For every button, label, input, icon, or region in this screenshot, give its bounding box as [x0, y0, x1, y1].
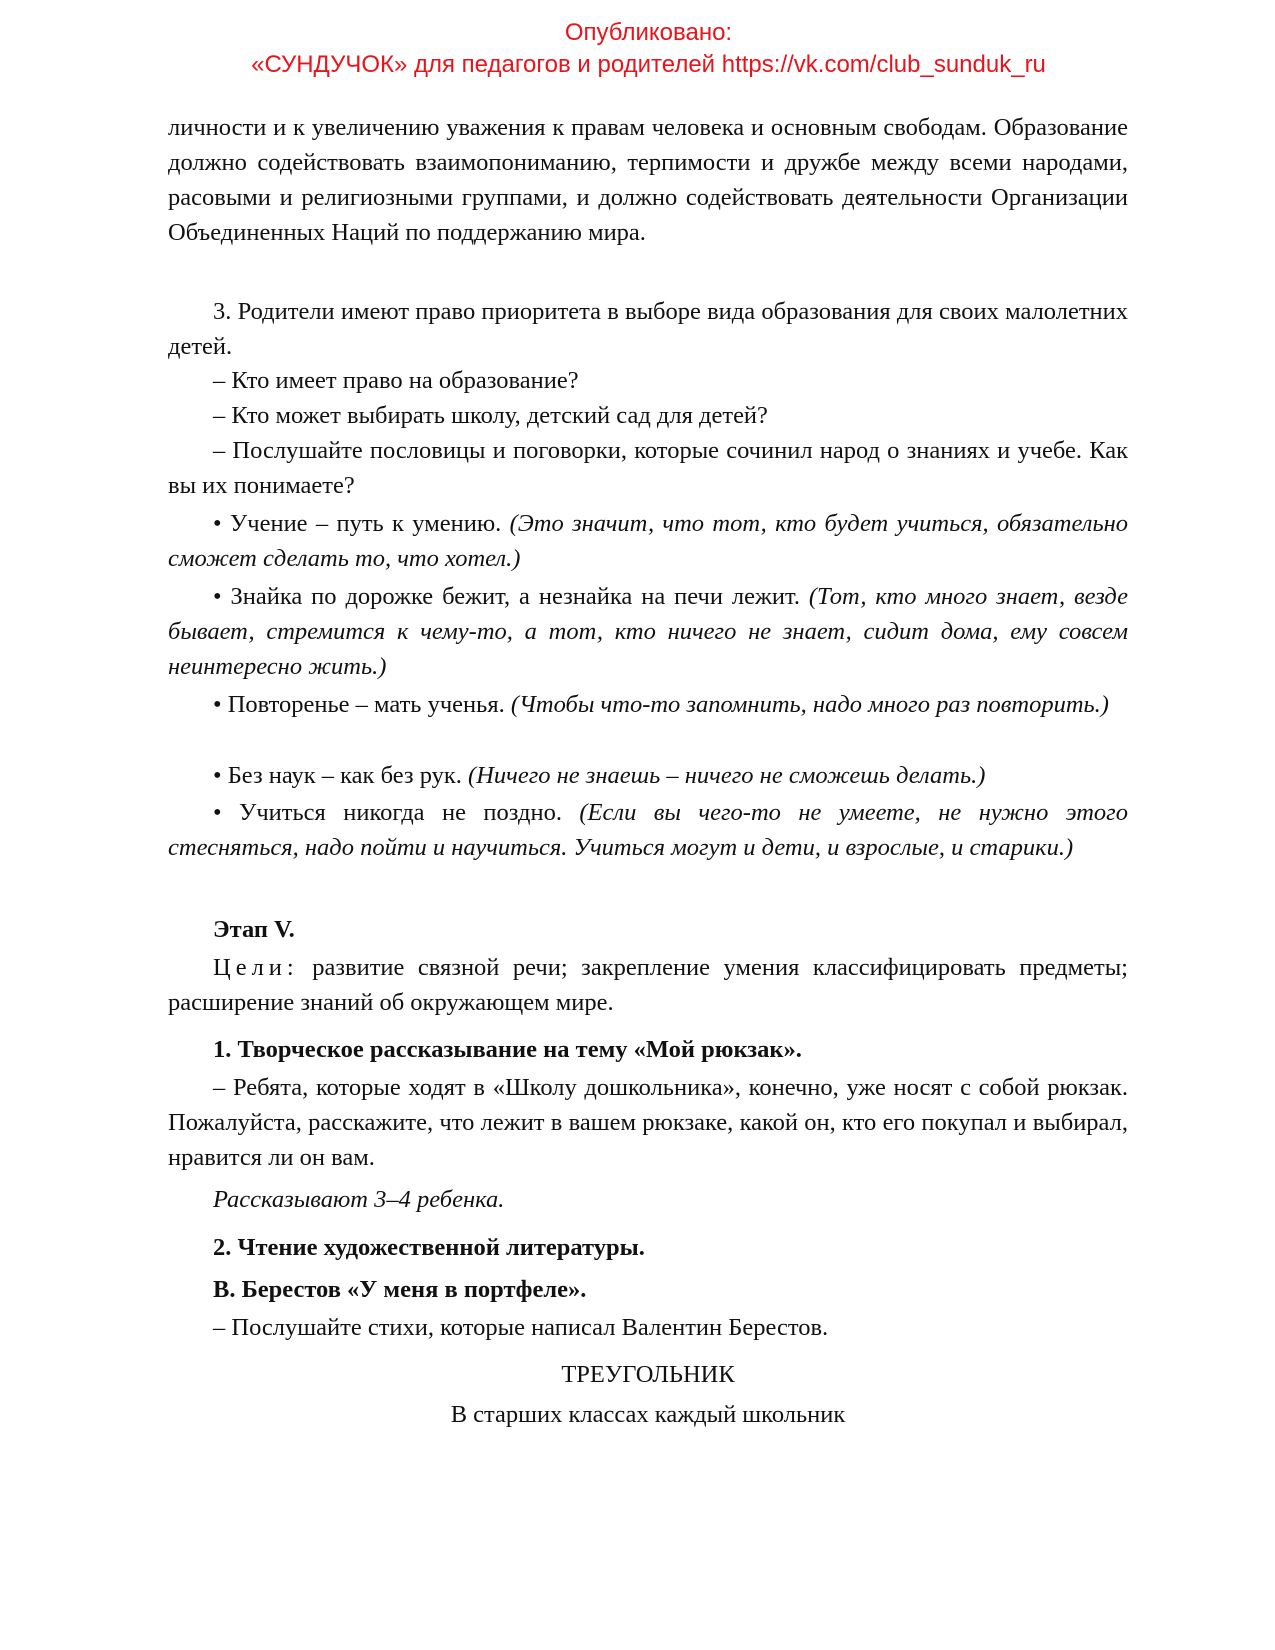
- section-heading: [168, 1032, 1128, 1067]
- paragraph: 3. Родители имеют право приоритета в выборе вида образования для своих малолетних детей.: [168, 298, 1128, 360]
- proverb-item: [168, 579, 1128, 684]
- section-heading-text: 2. Чтение художественной литературы.: [213, 1234, 645, 1261]
- goals-text: развитие связной речи; закрепление умения классифицировать предметы; расширение знаний об окружающем мире.: [168, 954, 1128, 1016]
- section-heading: [168, 1272, 1128, 1307]
- proverb-text: • Учиться никогда не поздно.: [213, 799, 580, 826]
- goals-label: Цели:: [213, 954, 299, 981]
- question: – Кто может выбирать школу, детский сад для детей?: [213, 402, 768, 429]
- proverb-text: • Знайка по дорожке бежит, а незнайка на печи лежит.: [213, 583, 809, 610]
- proverb-explanation: (Тот, кто много знает, везде бывает, стремится к чему-то, а тот, кто ничего не знает, сидит дома, ему совсем неинтересно жить.): [168, 583, 1128, 680]
- stage-title: Этап V.: [213, 916, 295, 943]
- stage-heading: [168, 912, 1128, 947]
- proverb-text: • Учение – путь к умению.: [213, 510, 510, 537]
- paragraph: личности и к увеличению уважения к правам человека и основным свободам. Образование должно содействовать взаимопониманию, терпимости и дружбе между всеми народами, расовыми и религиозными группами, и должно содействовать деятельности Организации Объединенных Наций по поддержанию мира.: [168, 114, 1128, 246]
- proverb-text: • Повторенье – мать ученья.: [213, 691, 511, 718]
- section-heading: [168, 1230, 1128, 1265]
- paragraph: – Послушайте стихи, которые написал Валентин Берестов.: [213, 1314, 829, 1341]
- stage-direction: [168, 1182, 1128, 1217]
- proverb-explanation: (Ничего не знаешь – ничего не сможешь делать.): [468, 762, 986, 789]
- published-notice: Опубликовано:: [564, 19, 733, 46]
- proverb-item: [168, 506, 1128, 576]
- section-heading-text: В. Берестов «У меня в портфеле».: [213, 1276, 587, 1303]
- section-heading-text: 1. Творческое рассказывание на тему «Мой рюкзак».: [213, 1036, 802, 1063]
- paragraph: – Ребята, которые ходят в «Школу дошкольника», конечно, уже носят с собой рюкзак. Пожалуйста, расскажите, что лежит в вашем рюкзаке, какой он, кто его покупал и выбирал, нравится ли он вам.: [168, 1074, 1128, 1171]
- proverb-text: • Без наук – как без рук.: [213, 762, 469, 789]
- proverb-item: [168, 758, 1128, 793]
- proverb-item: [168, 795, 1128, 865]
- poem-title: ТРЕУГОЛЬНИК: [561, 1361, 735, 1388]
- proverb-explanation: (Это значит, что тот, кто будет учиться, обязательно сможет сделать то, что хотел.): [168, 510, 1128, 572]
- stage-direction-text: Рассказывают 3–4 ребенка.: [213, 1186, 505, 1213]
- question: – Послушайте пословицы и поговорки, которые сочинил народ о знаниях и учебе. Как вы их понимаете?: [168, 437, 1128, 499]
- question: – Кто имеет право на образование?: [213, 367, 579, 394]
- proverb-item: [168, 687, 1128, 722]
- published-source-link[interactable]: «СУНДУЧОК» для педагогов и родителей https://vk.com/club_sunduk_ru: [251, 51, 1046, 78]
- goals-paragraph: [168, 950, 1128, 1020]
- proverb-explanation: (Чтобы что-то запомнить, надо много раз повторить.): [510, 691, 1109, 718]
- proverb-explanation: (Если вы чего-то не умеете, не нужно этого стесняться, надо пойти и научиться. Учиться могут и дети, и взрослые, и старики.): [168, 799, 1128, 861]
- poem-line: В старших классах каждый школьник: [450, 1401, 846, 1428]
